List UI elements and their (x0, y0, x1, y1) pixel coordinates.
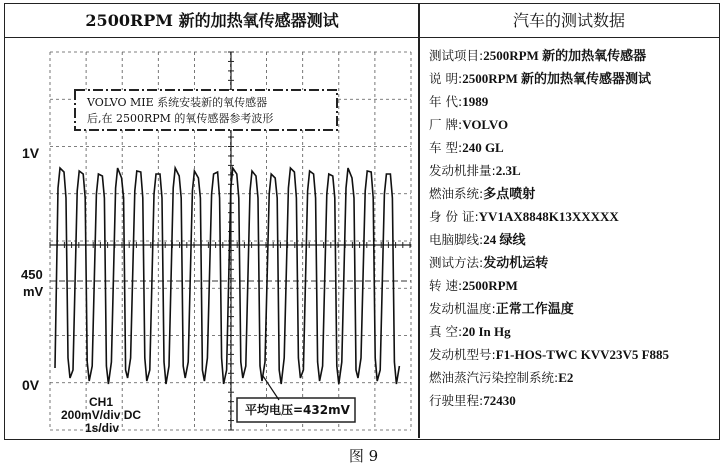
info-value: 2500RPM 新的加热氧传感器测试 (462, 71, 652, 86)
info-row (429, 297, 719, 320)
info-key: 转 速: (429, 278, 463, 293)
info-row (429, 90, 719, 113)
info-key: 发动机排量: (429, 163, 496, 178)
info-value: 2.3L (495, 163, 521, 178)
info-row (429, 366, 719, 389)
y-label-450: 450 (21, 267, 43, 282)
info-row (429, 274, 719, 297)
scale-label: 200mV/div DC (61, 408, 142, 422)
info-row (429, 113, 719, 136)
info-value: 24 绿线 (483, 232, 526, 247)
y-label-mv: mV (23, 284, 44, 299)
info-row (429, 251, 719, 274)
info-row (429, 159, 719, 182)
average-pointer (263, 376, 279, 400)
test-data-list (429, 44, 719, 412)
info-key: 发动机型号: (429, 347, 496, 362)
info-key: 电脑脚线: (429, 232, 484, 247)
figure-frame (4, 3, 720, 440)
channel-label: CH1 (89, 395, 114, 409)
data-title: 汽车的测试数据 (419, 4, 719, 38)
info-value: 正常工作温度 (495, 301, 574, 316)
info-value: 发动机运转 (483, 255, 549, 270)
figure-caption: 图 9 (348, 447, 379, 465)
info-value: YV1AX8848K13XXXXX (478, 209, 619, 224)
info-value: 72430 (483, 393, 516, 408)
y-label-0v: 0V (22, 377, 40, 393)
info-key: 身 份 证: (429, 209, 479, 224)
info-row (429, 228, 719, 251)
info-key: 车 型: (429, 140, 463, 155)
info-key: 说 明: (429, 71, 463, 86)
oscilloscope-screen (5, 38, 418, 438)
info-key: 真 空: (429, 324, 463, 339)
y-label-1v: 1V (22, 145, 40, 161)
info-value: 1989 (462, 94, 489, 109)
note-line-1: VOLVO MIE 系统安装新的氧传感器 (87, 96, 268, 109)
info-row (429, 343, 719, 366)
panel-divider (418, 4, 420, 438)
info-row (429, 182, 719, 205)
info-key: 燃油系统: (429, 186, 484, 201)
info-key: 发动机温度: (429, 301, 496, 316)
info-row (429, 389, 719, 412)
average-voltage-label: 平均电压=432mV (245, 403, 350, 417)
info-value: 多点喷射 (483, 186, 536, 201)
info-row (429, 136, 719, 159)
note-line-2: 后,在 2500RPM 的氧传感器参考波形 (87, 112, 274, 125)
info-row (429, 205, 719, 228)
info-value: 240 GL (462, 140, 504, 155)
info-key: 行驶里程: (429, 393, 484, 408)
info-key: 厂 牌: (429, 117, 463, 132)
info-row (429, 44, 719, 67)
info-value: VOLVO (462, 117, 509, 132)
info-value: 2500RPM (462, 278, 518, 293)
info-value: E2 (558, 370, 574, 385)
info-value: 2500RPM 新的加热氧传感器 (483, 48, 647, 63)
timebase-label: 1s/div (85, 421, 120, 435)
info-value: F1-HOS-TWC KVV23V5 F885 (495, 347, 670, 362)
info-row (429, 67, 719, 90)
scope-title: 2500RPM 新的加热氧传感器测试 (5, 4, 420, 38)
oxygen-sensor-waveform (55, 168, 399, 384)
info-key: 测试项目: (429, 48, 484, 63)
info-key: 燃油蒸汽污染控制系统: (429, 370, 559, 385)
info-key: 年 代: (429, 94, 463, 109)
info-row (429, 320, 719, 343)
info-value: 20 In Hg (462, 324, 511, 339)
info-key: 测试方法: (429, 255, 484, 270)
oscilloscope-panel (5, 38, 418, 438)
